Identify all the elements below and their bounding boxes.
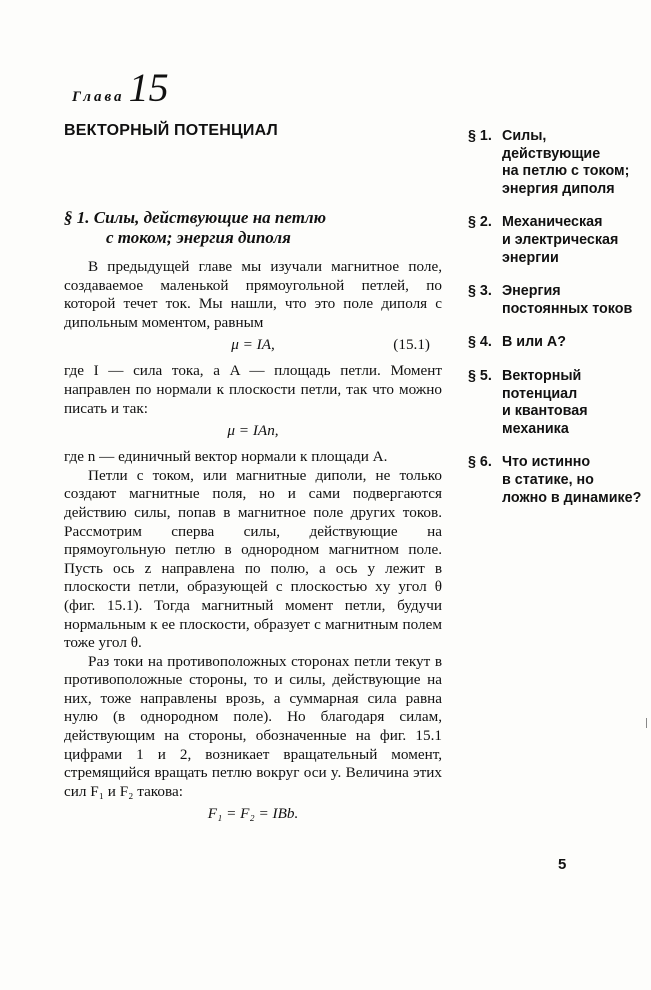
equation-2-formula: μ = IAn, <box>227 422 279 440</box>
paragraph-3: где n — единичный вектор нормали к площади A. <box>64 448 388 466</box>
margin-mark <box>646 718 647 728</box>
equation-15-1-formula: μ = IA, <box>231 336 275 354</box>
toc-item-text: Силы, действующие на петлю с током; энергия диполя <box>502 128 630 197</box>
toc-item-text: Энергия постоянных токов <box>502 283 633 317</box>
toc-item <box>468 128 648 198</box>
section-heading <box>64 208 424 248</box>
toc-item <box>468 334 648 352</box>
toc-item <box>468 214 648 267</box>
toc-item-text: Что истинно в статике, но ложно в динамике? <box>502 454 642 506</box>
equation-3 <box>64 803 442 825</box>
chapter-contents <box>468 128 648 523</box>
chapter-title: ВЕКТОРНЫЙ ПОТЕНЦИАЛ <box>64 122 278 139</box>
toc-item <box>468 283 648 318</box>
section-heading-line2: с током; энергия диполя <box>106 228 291 247</box>
toc-item-text: B или A? <box>502 334 566 351</box>
paragraph-2: где I — сила тока, а A — площадь петли. Момент направлен по нормали к плоскости петли, так что можно писать и так: <box>64 362 442 417</box>
paragraph-5: Раз токи на противоположных сторонах петли текут в противоположные стороны, то и силы, действующие на них, тоже направлены врозь, а суммарная сила равна нулю (в однородном поле). Но благодаря силам, действующим на стороны, обозначенные на фиг. 15.1 цифрами 1 и 2, возникает вращательный момент, стремящийся вращать петлю вокруг оси y. Величина этих сил F₁ и F₂ такова: <box>64 652 442 800</box>
equation-15-1 <box>64 334 442 356</box>
chapter-word: Глава <box>72 89 125 105</box>
toc-item <box>468 454 648 507</box>
body-text <box>64 258 442 831</box>
chapter-number: 15 <box>128 65 169 110</box>
toc-item-number: § 6. <box>468 454 492 471</box>
toc-item-number: § 4. <box>468 334 492 351</box>
equation-15-1-number: (15.1) <box>393 336 430 354</box>
paragraph-1: В предыдущей главе мы изучали магнитное поле, создаваемое маленькой прямоугольной петлей, по которой течет ток. Мы нашли, что это поле диполя с дипольным моментом, равным <box>64 258 442 331</box>
toc-item-text: Механическая и электрическая энергии <box>502 214 619 266</box>
toc-item-text: Векторный потенциал и квантовая механика <box>502 367 588 437</box>
section-heading-line1: § 1. Силы, действующие на петлю <box>64 208 327 227</box>
equation-2 <box>64 420 442 442</box>
toc-item <box>468 368 648 438</box>
equation-3-formula: F₁ = F₂ = IBb. <box>207 805 299 823</box>
chapter-label <box>72 64 169 111</box>
toc-item-number: § 2. <box>468 214 492 231</box>
page-number: 5 <box>558 856 567 873</box>
toc-item-number: § 1. <box>468 128 492 144</box>
toc-item-number: § 3. <box>468 283 492 300</box>
paragraph-4: Петли с током, или магнитные диполи, не только создают магнитные поля, но и сами подвергаются действию силы, попав в магнитное поле других токов. Рассмотрим сперва силы, действующие на прямоугольную петлю в однородном магнитном поле. Пусть ось z направлена по полю, а ось y лежит в плоскости петли, образующей с плоскостью xy угол θ (фиг. 15.1). Тогда магнитный момент петли, будучи нормальным к ее плоскости, образует с магнитным полем тоже угол θ. <box>64 466 442 652</box>
toc-item-number: § 5. <box>468 367 492 384</box>
